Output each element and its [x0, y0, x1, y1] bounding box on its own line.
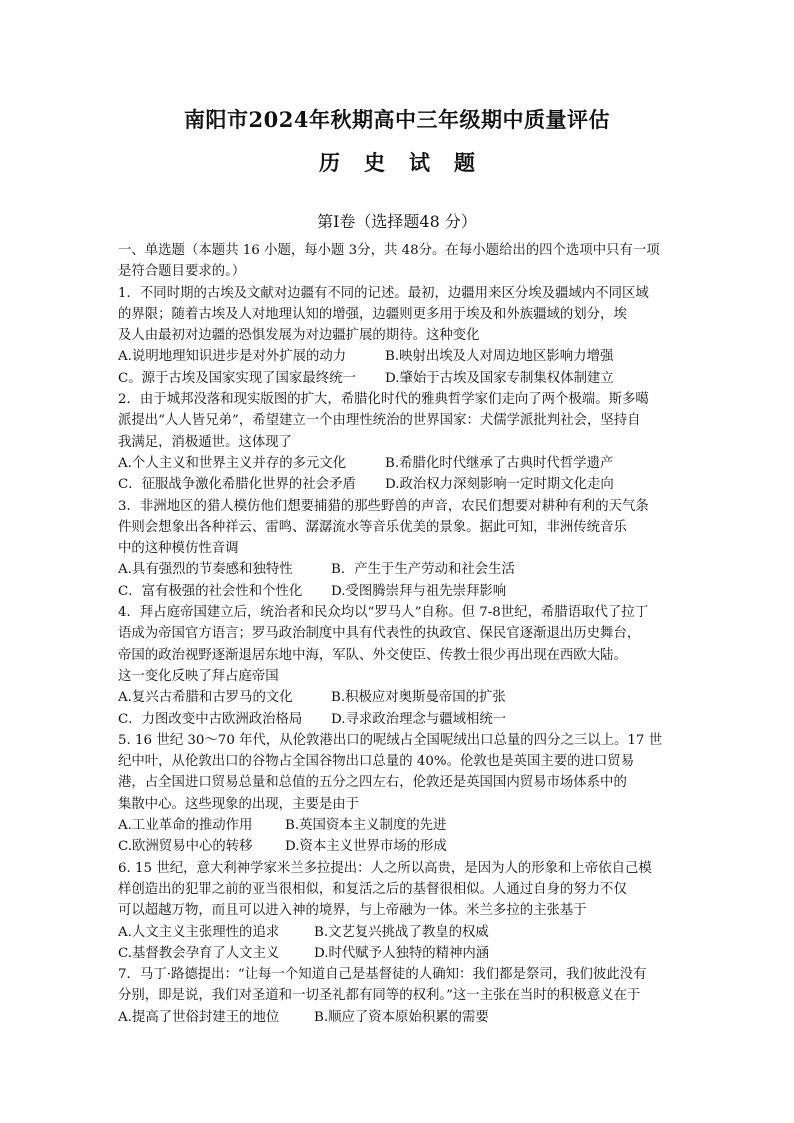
- question-stem-line: 中的这种模仿性音调: [118, 541, 239, 557]
- subject-char: 试: [409, 150, 430, 175]
- option-row: [118, 581, 678, 602]
- exam-title: 南阳市2024年秋期高中三年级期中质量评估: [184, 107, 610, 132]
- option-row: [118, 687, 678, 708]
- question-stem-line: 集散中心。这些现象的出现，主要是由于: [118, 796, 360, 812]
- option-row: [118, 922, 678, 943]
- option-d: D.政治权力深刻影响一定时期文化走向: [385, 477, 614, 493]
- option-a: A.具有强烈的节奏感和独特性: [118, 562, 293, 578]
- option-b: B.希腊化时代继承了古典时代哲学遗产: [385, 455, 614, 471]
- instruction-line: 是符合题目要求的。）: [118, 264, 246, 280]
- option-row: [118, 1007, 678, 1028]
- option-a: A.复兴古希腊和古罗马的文化: [118, 690, 293, 706]
- question-stem-line: 我满足，消极遁世。这体现了: [118, 434, 293, 450]
- subject-char: 史: [364, 150, 385, 175]
- subject-title: [0, 147, 794, 177]
- option-a: A.提高了世俗封建王的地位: [118, 1009, 280, 1025]
- question-stem-line: 7．马丁·路德提出：“让每一个知道自己是基督徒的人确知：我们都是祭司，我们彼此没有: [118, 967, 647, 983]
- question-stem-line: 4．拜占庭帝国建立后，统治者和民众均以“罗马人”自称。但 7-8世纪，希腊语取代了拉丁: [118, 605, 649, 621]
- option-row: [118, 346, 678, 367]
- subject-char: 题: [454, 150, 475, 175]
- question-stem-line: 2．由于城邦没落和现实版图的扩大，希腊化时代的雅典哲学家们走向了两个极端。斯多噶: [118, 392, 649, 408]
- question-stem-line: 这一变化反映了拜占庭帝国: [118, 668, 279, 684]
- option-row: [118, 474, 678, 495]
- question-stem-line: 及人由最初对边疆的恐惧发展为对边疆扩展的期待。这种变化: [118, 328, 480, 344]
- question-stem-line: 语成为帝国官方语言；罗马政治制度中具有代表性的执政官、保民官逐渐退出历史舞台，: [118, 626, 641, 642]
- question-stem-line: 纪中叶，从伦敦出口的谷物占全国谷物出口总量的 40%。伦敦也是英国主要的进口贸易: [118, 754, 635, 770]
- option-c: C．富有极强的社会性和个性化: [118, 583, 303, 599]
- option-row: [118, 368, 678, 389]
- option-a: A.个人主义和世界主义并存的多元文化: [118, 455, 347, 471]
- option-c: C。源于古埃及国家实现了国家最终统一: [118, 370, 356, 386]
- question-stem-line: 派提出“人人皆兄弟”，希望建立一个由理性统治的世界国家：犬儒学派批判社会，坚持自: [118, 413, 641, 429]
- option-c: C.基督教会孕育了人文主义: [118, 945, 280, 961]
- option-d: D.时代赋予人独特的精神内涵: [314, 945, 490, 961]
- option-row: [118, 559, 678, 580]
- option-b: B．产生于生产劳动和社会生活: [331, 562, 515, 578]
- option-c: C.欧洲贸易中心的转移: [118, 839, 253, 855]
- question-stem-line: 可以超越万物，而且可以进入神的境界，与上帝融为一体。米兰多拉的主张基于: [118, 903, 587, 919]
- option-d: D.寻求政治理念与疆域相统一: [331, 711, 507, 727]
- option-d: D.受图腾崇拜与祖先崇拜影响: [331, 583, 507, 599]
- option-b: B.英国资本主义制度的先进: [285, 818, 447, 834]
- question-stem-line: 3．非洲地区的猎人模仿他们想要捕猎的那些野兽的声音，农民们想要对耕种有利的天气条: [118, 498, 649, 514]
- option-b: B.顺应了资本原始积累的需要: [314, 1009, 489, 1025]
- option-row: [118, 453, 678, 474]
- option-a: A.人文主义主张理性的追求: [118, 924, 280, 940]
- question-stem-line: 的界限；随着古埃及人对地理认知的增强，边疆则更多用于埃及和外族疆域的划分，埃: [118, 306, 627, 322]
- option-a: A.工业革命的推动作用: [118, 818, 253, 834]
- option-c: C．征服战争激化希腊化世界的社会矛盾: [118, 477, 356, 493]
- option-d: D.肇始于古埃及国家专制集权体制建立: [385, 370, 614, 386]
- question-stem-line: 6. 15 世纪，意大利神学家米兰多拉提出：人之所以高贵，是因为人的形象和上帝依自己模: [118, 860, 652, 876]
- question-stem-line: 样创造出的犯罪之前的亚当很相似，和复活之后的基督很相似。人通过自身的努力不仅: [118, 881, 627, 897]
- question-stem-line: 件则会想象出各种祥云、雷鸣、潺潺流水等音乐优美的景象。据此可知，非洲传统音乐: [118, 519, 627, 535]
- option-b: B.文艺复兴挑战了教皇的权威: [314, 924, 489, 940]
- option-c: C．力图改变中古欧洲政治格局: [118, 711, 303, 727]
- section-heading: 第Ⅰ卷（选择题48 分）: [317, 212, 477, 231]
- question-body: [118, 240, 678, 1028]
- option-row: [118, 709, 678, 730]
- option-b: B.积极应对奥斯曼帝国的扩张: [331, 690, 506, 706]
- option-row: [118, 815, 678, 836]
- option-a: A.说明地理知识进步是对外扩展的动力: [118, 349, 347, 365]
- option-b: B.映射出埃及人对周边地区影响力增强: [385, 349, 614, 365]
- question-stem-line: 5. 16 世纪 30～70 年代，从伦敦港出口的呢绒占全国呢绒出口总量的四分之三以上。17 世: [118, 732, 663, 748]
- option-row: [118, 836, 678, 857]
- question-stem-line: 帝国的政治视野逐渐退居东地中海，军队、外交使臣、传教士很少再出现在西欧大陆。: [118, 647, 627, 663]
- option-d: D.资本主义世界市场的形成: [285, 839, 447, 855]
- question-stem-line: 1．不同时期的古埃及文献对边疆有不同的记述。最初，边疆用来区分埃及疆域内不同区域: [118, 285, 649, 301]
- question-stem-line: 分别，即是说，我们对圣道和一切圣礼都有同等的权利。”这一主张在当时的积极意义在于: [118, 988, 641, 1004]
- option-row: [118, 943, 678, 964]
- subject-char: 历: [319, 150, 340, 175]
- instruction-line: 一、单选题（本题共 16 小题，每小题 3分，共 48分。在每小题给出的四个选项中只有一项: [118, 243, 660, 258]
- question-stem-line: 港，占全国进口贸易总量和总值的五分之四左右，伦敦还是英国国内贸易市场体系中的: [118, 775, 627, 791]
